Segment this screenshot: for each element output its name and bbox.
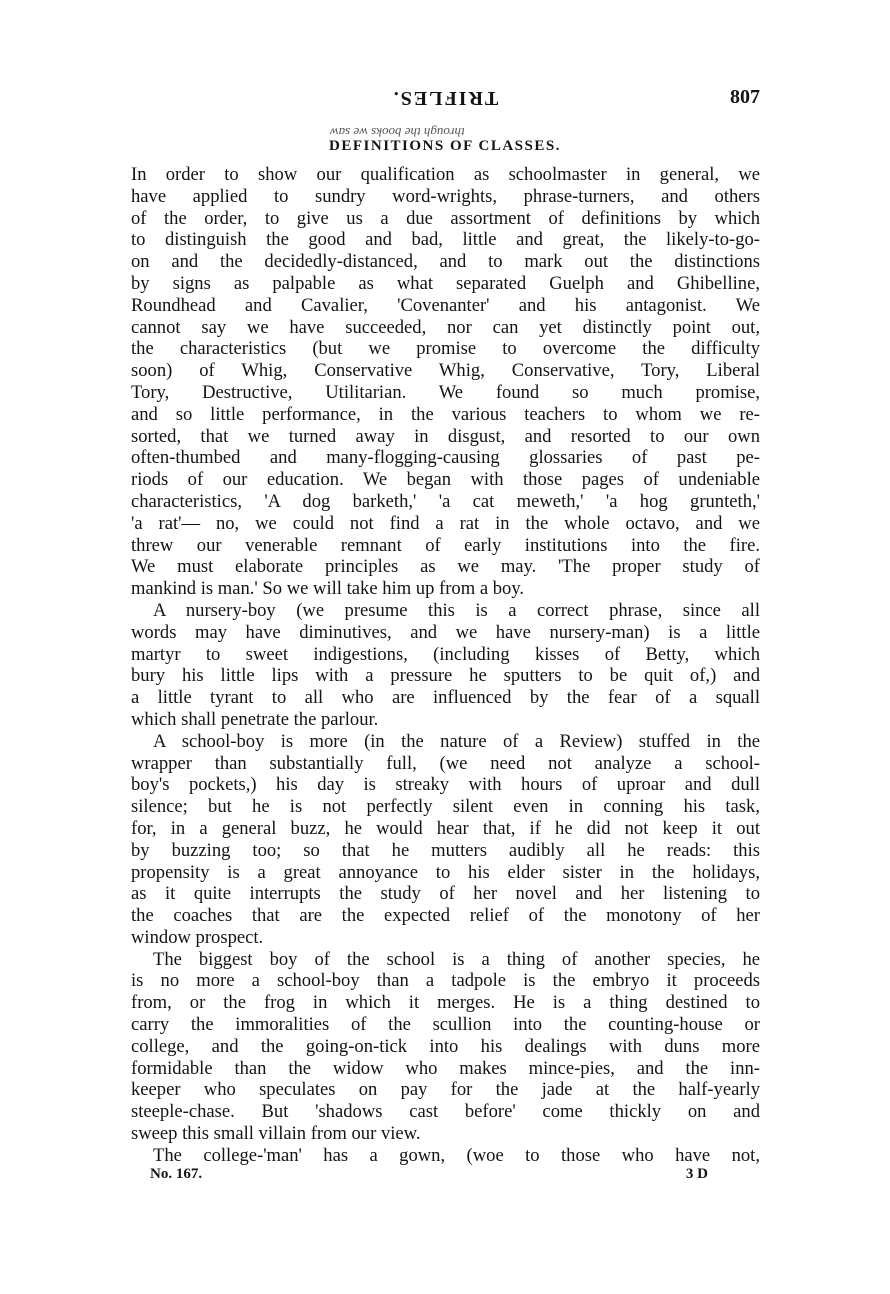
text-line: The college-'man' has a gown, (woe to those who have not,: [153, 1144, 760, 1166]
running-head: [130, 86, 760, 108]
text-line: mankind is man.' So we will take him up from a boy.: [131, 578, 525, 600]
text-line: formidable than the widow who makes mince-pies, and the inn-: [131, 1057, 760, 1079]
text-line: 'a rat'— no, we could not find a rat in the whole octavo, and we: [131, 512, 760, 534]
text-line: words may have diminutives, and we have nursery-man) is a little: [131, 621, 760, 643]
text-line: sorted, that we turned away in disgust, and resorted to our own: [131, 425, 760, 447]
text-line: is no more a school-boy than a tadpole is the embryo it proceeds: [131, 970, 760, 992]
text-line: by signs as palpable as what separated Guelph and Ghibelline,: [131, 272, 760, 294]
text-line: propensity is a great annoyance to his elder sister in the holidays,: [131, 861, 760, 883]
text-line: for, in a general buzz, he would hear that, if he did not keep it out: [131, 817, 760, 839]
text-line: silence; but he is not perfectly silent even in conning his task,: [131, 796, 760, 818]
text-line: We must elaborate principles as we may. 'The proper study of: [131, 556, 760, 578]
text-line: a little tyrant to all who are influenced by the fear of a squall: [131, 687, 760, 709]
text-line: the coaches that are the expected relief of the monotony of her: [131, 905, 760, 927]
text-line: wrapper than substantially full, (we need not analyze a school-: [131, 752, 760, 774]
running-title: TRIFLES.: [391, 87, 499, 109]
issue-number: No. 167.: [150, 1166, 203, 1182]
text-line: threw our venerable remnant of early institutions into the fire.: [131, 534, 760, 556]
text-line: In order to show our qualification as schoolmaster in general, we: [131, 164, 760, 185]
page-number: 807: [730, 86, 760, 108]
text-line: Roundhead and Cavalier, 'Covenanter' and his antagonist. We: [131, 294, 760, 316]
text-line: from, or the frog in which it merges. He is a thing destined to: [131, 992, 760, 1014]
signature-mark: 3 D: [685, 1166, 708, 1182]
text-line: as it quite interrupts the study of her novel and her listening to: [131, 883, 760, 905]
text-line: bury his little lips with a pressure he sputters to be quit of,) and: [131, 665, 760, 687]
text-line: to distinguish the good and bad, little and great, the likely-to-go-: [131, 229, 760, 251]
body-text: [131, 164, 760, 1167]
text-line: Tory, Destructive, Utilitarian. We found so much promise,: [131, 381, 760, 403]
text-line: and so little performance, in the various teachers to whom we re-: [131, 403, 760, 425]
text-line: steeple-chase. But 'shadows cast before' come thickly on and: [131, 1101, 760, 1123]
text-line: carry the immoralities of the scullion into the counting-house or: [131, 1014, 760, 1036]
page-footer: [150, 1166, 708, 1183]
bleed-through-text: through the books we saw: [330, 125, 465, 140]
text-line: cannot say we have succeeded, nor can yet distinctly point out,: [131, 316, 760, 338]
text-line: have applied to sundry word-wrights, phrase-turners, and others: [131, 185, 760, 207]
text-line: riods of our education. We began with those pages of undeniable: [131, 469, 760, 491]
text-line: keeper who speculates on pay for the jade at the half-yearly: [131, 1079, 760, 1101]
text-line: of the order, to give us a due assortment of definitions by which: [131, 207, 760, 229]
text-line: A nursery-boy (we presume this is a correct phrase, since all: [153, 599, 760, 621]
text-line: martyr to sweet indigestions, (including kisses of Betty, which: [131, 643, 760, 665]
text-line: sweep this small villain from our view.: [131, 1123, 421, 1145]
text-line: soon) of Whig, Conservative Whig, Conservative, Tory, Liberal: [131, 360, 760, 382]
text-line: by buzzing too; so that he mutters audibly all he reads: this: [131, 839, 760, 861]
text-line: window prospect.: [131, 926, 264, 948]
text-line: college, and the going-on-tick into his dealings with duns more: [131, 1035, 760, 1057]
section-title: DEFINITIONS OF CLASSES.: [329, 138, 561, 154]
text-line: A school-boy is more (in the nature of a Review) stuffed in the: [153, 730, 760, 752]
text-line: the characteristics (but we promise to overcome the difficulty: [131, 338, 760, 360]
text-line: The biggest boy of the school is a thing of another species, he: [153, 948, 760, 970]
text-line: characteristics, 'A dog barketh,' 'a cat meweth,' 'a hog grunteth,': [131, 490, 760, 512]
text-line: boy's pockets,) his day is streaky with hours of uproar and dull: [131, 774, 760, 796]
text-line: which shall penetrate the parlour.: [131, 708, 379, 730]
text-line: on and the decidedly-distanced, and to mark out the distinctions: [131, 251, 760, 273]
text-line: often-thumbed and many-flogging-causing glossaries of past pe-: [131, 447, 760, 469]
